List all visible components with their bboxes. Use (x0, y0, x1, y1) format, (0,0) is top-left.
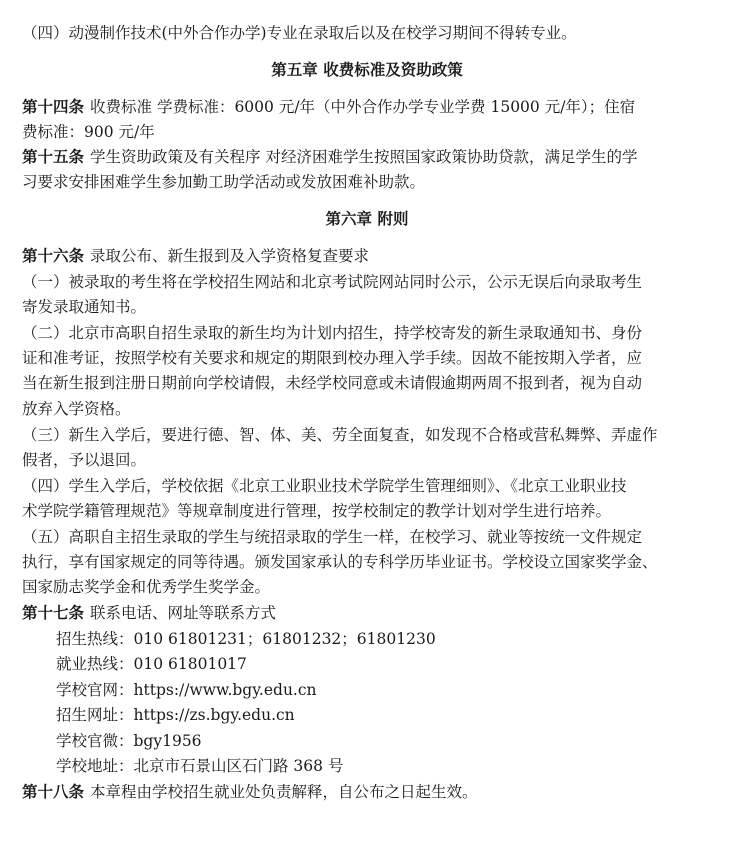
chapter-5-heading: 第五章 收费标准及资助政策 (271, 61, 463, 79)
article-15-text-line2: 习要求安排困难学生参加勤工助学活动或发放困难补助款。 (22, 173, 426, 191)
contact-school-address: 学校地址：北京市石景山区石门路 368 号 (56, 757, 344, 775)
article-16-item-2-line3: 当在新生报到注册日期前向学校请假，未经学校同意或未请假逾期两周不报到者，视为自动 (22, 374, 643, 392)
article-15-text-line1: 学生资助政策及有关程序 对经济困难学生按照国家政策协助贷款，满足学生的学 (90, 148, 638, 166)
article-16-item-1-line2: 寄发录取通知书。 (22, 298, 147, 316)
article-16-item-2-line2: 证和准考证，按照学校有关要求和规定的期限到校办理入学手续。因故不能按期入学者，应 (22, 349, 643, 367)
article-14-text-line2: 费标准：900 元/年 (22, 123, 155, 141)
contact-official-website: 学校官网：https://www.bgy.edu.cn (56, 681, 317, 699)
article-15-label: 第十五条 (22, 148, 85, 166)
article-16-item-5-line1: （五）高职自主招生录取的学生与统招录取的学生一样，在校学习、就业等按统一文件规定 (22, 528, 643, 546)
article-17-title: 联系电话、网址等联系方式 (90, 604, 277, 622)
article-16-item-4-line2: 术学院学籍管理规范》等规章制度进行管理，按学校制定的教学计划对学生进行培养。 (22, 502, 612, 520)
contact-admissions-website: 招生网址：https://zs.bgy.edu.cn (56, 706, 295, 724)
contact-employment-hotline: 就业热线：010 61801017 (56, 655, 247, 673)
article-16-item-2-line1: （二）北京市高职自招生录取的新生均为计划内招生，持学校寄发的新生录取通知书、身份 (22, 324, 643, 342)
article-16-item-5-line3: 国家励志奖学金和优秀学生奖学金。 (22, 578, 271, 596)
article-14-text-line1: 收费标准 学费标准：6000 元/年（中外合作办学专业学费 15000 元/年）；住宿 (90, 98, 636, 116)
article-18 (22, 780, 712, 804)
article-18-label: 第十八条 (22, 783, 85, 801)
article-14-label: 第十四条 (22, 98, 85, 116)
article-13-item-4: （四）动漫制作技术(中外合作办学)专业在录取后以及在校学习期间不得转专业。 (22, 24, 577, 42)
article-15 (22, 145, 712, 169)
article-16-item-5-line2: 执行，享有国家规定的同等待遇。颁发国家承认的专科学历毕业证书。学校设立国家奖学金、 (22, 553, 658, 571)
contact-official-wechat: 学校官微：bgy1956 (56, 732, 202, 750)
article-16-title: 录取公布、新生报到及入学资格复查要求 (90, 247, 370, 265)
article-18-text: 本章程由学校招生就业处负责解释，自公布之日起生效。 (90, 783, 478, 801)
article-16-item-4-line1: （四）学生入学后，学校依据《北京工业职业技术学院学生管理细则》、《北京工业职业技 (22, 477, 627, 495)
article-16-label: 第十六条 (22, 247, 85, 265)
article-14 (22, 95, 712, 119)
contact-admissions-hotline: 招生热线：010 61801231；61801232；61801230 (56, 630, 436, 648)
article-16-item-1-line1: （一）被录取的考生将在学校招生网站和北京考试院网站同时公示，公示无误后向录取考生 (22, 273, 643, 291)
article-16-item-3-line2: 假者，予以退回。 (22, 451, 147, 469)
article-17 (22, 601, 712, 625)
article-16-item-2-line4: 放弃入学资格。 (22, 400, 131, 418)
article-16 (22, 244, 712, 268)
chapter-6-heading: 第六章 附则 (325, 210, 409, 228)
article-16-item-3-line1: （三）新生入学后，要进行德、智、体、美、劳全面复查，如发现不合格或营私舞弊、弄虚作 (22, 426, 658, 444)
article-17-label: 第十七条 (22, 604, 85, 622)
